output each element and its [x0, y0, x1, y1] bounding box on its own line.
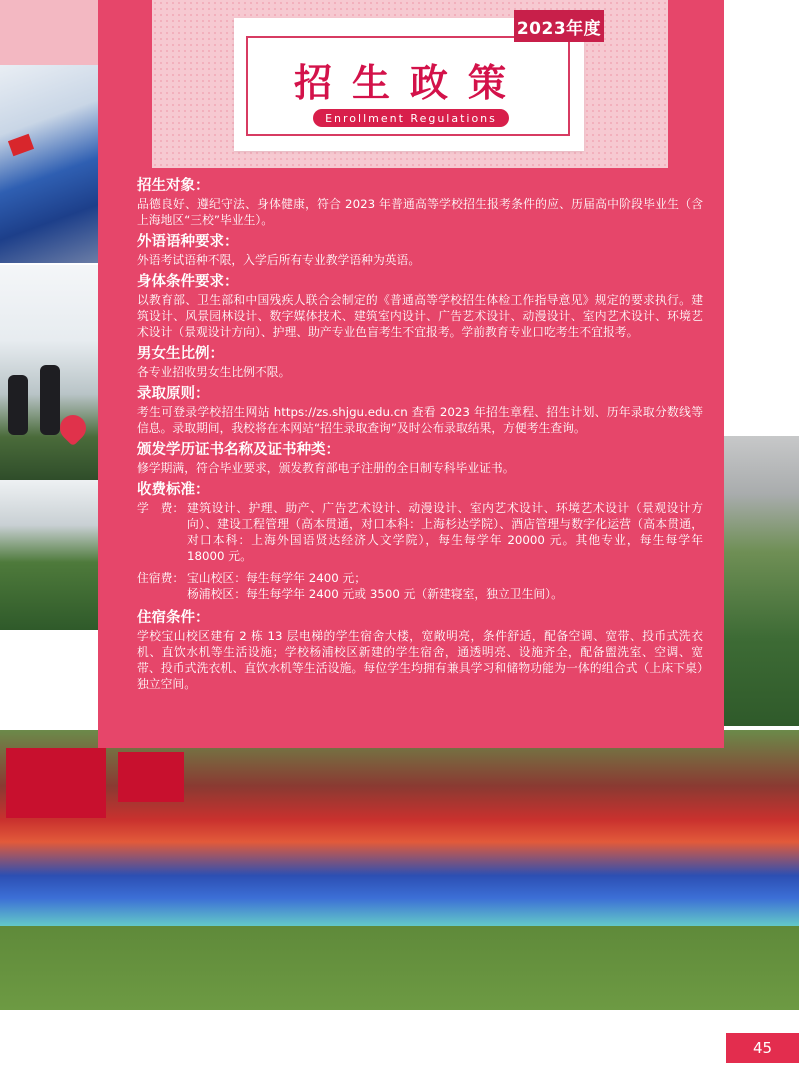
lodging-row: [137, 586, 703, 602]
lodging-baoshan: 宝山校区：每生每学年 2400 元；: [187, 571, 367, 585]
flag-icon: [8, 134, 34, 157]
section-heading: 收费标准：: [137, 482, 210, 498]
tuition-label: 学 费：: [137, 501, 185, 515]
section-text: 外语考试语种不限，入学后所有专业教学语种为英语。: [137, 253, 421, 267]
section-text: 考生可登录学校招生网站 https://zs.shjgu.edu.cn 查看 2023 年招生章程、招生计划、历年录取分数线等信息。录取期间，我校将在本网站“招生录取查询”及时公布录取结果，方便考生查询。: [137, 405, 703, 435]
section-certificate: [137, 440, 703, 476]
heart-icon: [55, 410, 92, 447]
section-heading: 录取原则：: [137, 386, 210, 402]
section-text: 修学期满，符合毕业要求，颁发教育部电子注册的全日制专科毕业证书。: [137, 461, 515, 475]
section-dorm: [137, 608, 703, 692]
tuition-text: 建筑设计、护理、助产、广告艺术设计、动漫设计、室内艺术设计、环境艺术设计（景观设计方向）、建设工程管理（高本贯通，对口本科：上海杉达学院）、酒店管理与数字化运营（高本贯通，对口本科：上海外国语贤达经济人文学院），每生每学年 20000 元。其他专业，每生每学年 18000 元。: [187, 501, 703, 563]
page-title: 招生政策: [293, 61, 526, 105]
stadium-ceremony-photo: [0, 730, 799, 1010]
section-physical: [137, 272, 703, 340]
section-heading: 招生对象：: [137, 178, 210, 194]
students-photo: [0, 65, 98, 263]
policy-content: [137, 176, 703, 696]
lodging-label: 住宿费：: [137, 571, 185, 585]
section-heading: 颁发学历证书名称及证书种类：: [137, 442, 340, 458]
tuition-row: [137, 500, 703, 564]
section-admission: [137, 384, 703, 436]
graduate-figure: [8, 375, 28, 435]
dormitory-building-photo: [724, 436, 799, 726]
campus-photo: [0, 480, 98, 630]
section-text: 以教育部、卫生部和中国残疾人联合会制定的《普通高等学校招生体检工作指导意见》规定的要求执行。建筑设计、风景园林设计、数字媒体技术、建筑室内设计、广告艺术设计、动漫设计、室内艺术设计、环境艺术设计（景观设计方向）、护理、助产专业色盲考生不宜报考。学前教育专业口吃考生不宜报考。: [137, 293, 703, 339]
section-target: [137, 176, 703, 228]
graduation-photo: [0, 265, 98, 480]
lodging-row: [137, 570, 703, 586]
section-text: 学校宝山校区建有 2 栋 13 层电梯的学生宿舍大楼，宽敞明亮，条件舒适，配备空调、宽带、投币式洗衣机、直饮水机等生活设施；学校杨浦校区新建的学生宿舍，通透明亮、设施齐全，配备盥洗室、空调、宽带、投币式洗衣机、直饮水机等生活设施。每位学生均拥有兼具学习和储物功能为一体的组合式（上床下桌）独立空间。: [137, 629, 703, 691]
english-subtitle: Enrollment Regulations: [313, 109, 509, 127]
year-tag: 2023年度: [514, 10, 604, 42]
section-heading: 外语语种要求：: [137, 234, 239, 250]
section-text: 各专业招收男女生比例不限。: [137, 365, 291, 379]
lodging-yangpu: 杨浦校区：每生每学年 2400 元或 3500 元（新建寝室，独立卫生间）。: [187, 587, 563, 601]
ceremony-banner: [118, 752, 184, 802]
section-gender-ratio: [137, 344, 703, 380]
section-heading: 男女生比例：: [137, 346, 224, 362]
ceremony-stage: [6, 748, 106, 818]
graduate-figure: [40, 365, 60, 435]
section-heading: 住宿条件：: [137, 610, 210, 626]
top-left-accent: [0, 0, 98, 65]
section-heading: 身体条件要求：: [137, 274, 239, 290]
section-language: [137, 232, 703, 268]
section-text: 品德良好、遵纪守法、身体健康，符合 2023 年普通高等学校招生报考条件的应、历届高中阶段毕业生（含上海地区“三校”毕业生）。: [137, 197, 703, 227]
page-number: 45: [726, 1033, 799, 1063]
section-fees: [137, 480, 703, 608]
